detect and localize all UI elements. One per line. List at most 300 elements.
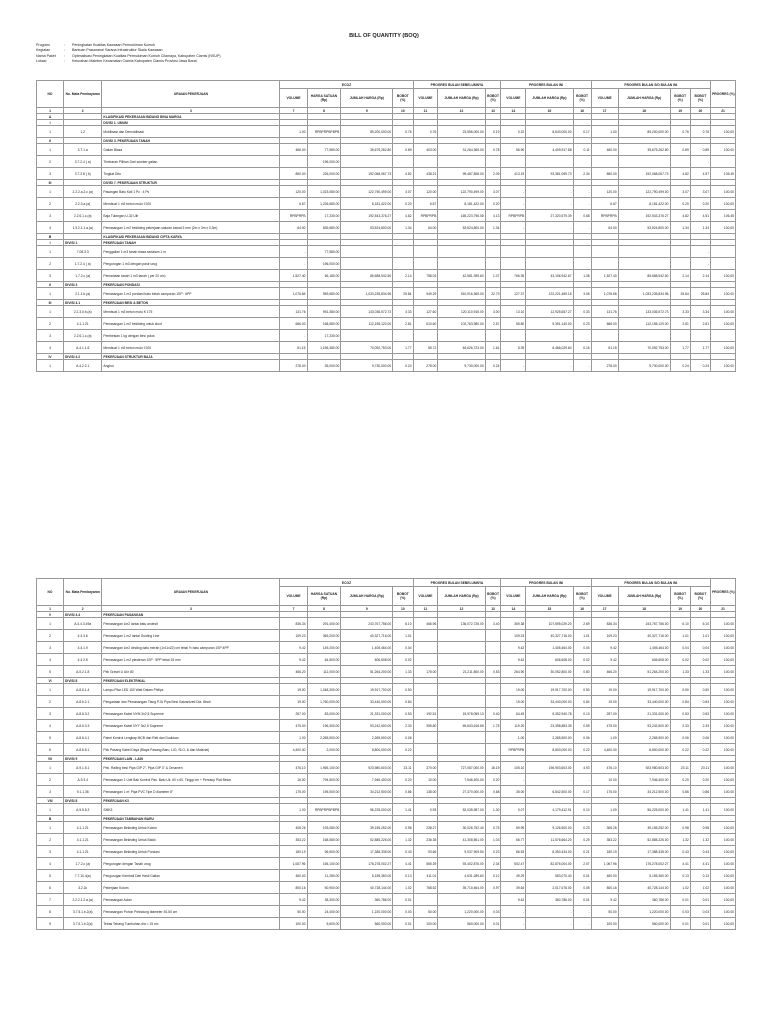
prev-amount: 99,487,808.00 [438, 168, 485, 180]
table-row [37, 894, 736, 906]
cum-amount: 93,242,500.00 [618, 720, 670, 732]
ecoz-amount: 70,092,753.00 [341, 342, 393, 354]
item-description: Pengurugan dengan Tanah urug [102, 858, 280, 870]
col-number: 15 [526, 108, 573, 114]
now-amount: 606,608.00 [526, 654, 573, 666]
item-code: 1.2 [64, 126, 102, 138]
table-row [37, 246, 736, 258]
now-weight: 2.07 [573, 858, 591, 870]
prev-weight: 1.61 [485, 342, 501, 354]
cum-weight-total: 6.10 [690, 618, 710, 630]
ecoz-unit-price: 64,500.00 [307, 654, 341, 666]
cum-volume: 180.19 [591, 846, 618, 858]
table-row [37, 288, 736, 300]
ecoz-weight: 2.14 [393, 270, 413, 282]
col-bobot: BOBOT (%) [393, 587, 413, 606]
prev-volume [413, 744, 438, 756]
cum-volume: 460.00 [591, 870, 618, 882]
cum-volume: 460.00 [591, 144, 618, 156]
progress-percent: 100.00 [711, 732, 736, 744]
now-weight: 0.84 [573, 696, 591, 708]
cum-amount: 133,036,572.73 [618, 306, 670, 318]
cum-volume [591, 156, 618, 168]
now-volume: 369.38 [501, 618, 526, 630]
progress-percent [711, 258, 736, 270]
col-jumlah-harga: JUMLAH HARGA (Rp) [618, 89, 670, 108]
progress-percent: 100.00 [711, 804, 736, 816]
item-description: Pemasangan Pohon Pelindung diameter 30-50 cm [102, 906, 280, 918]
item-code: 4.1.1.21 [64, 822, 102, 834]
item-description: Pembesian 1 kg dengan besi polos [102, 330, 280, 342]
ecoz-volume: 19.00 [280, 684, 307, 696]
cum-volume: 64.00 [591, 222, 618, 234]
table-row [37, 186, 736, 198]
item-no: 2 [37, 630, 64, 642]
cum-amount: 112,155,120.00 [618, 318, 670, 330]
item-code: A.8.6.2.1 [64, 696, 102, 708]
cum-volume: 666.00 [591, 318, 618, 330]
table-row [37, 360, 736, 372]
prev-amount: 102,763,980.00 [438, 318, 485, 330]
item-no: 3 [37, 708, 64, 720]
cum-weight: 2.81 [670, 318, 690, 330]
now-amount: 30,052,800.00 [526, 666, 573, 678]
ecoz-amount: 606,608.00 [341, 654, 393, 666]
prev-volume: 10.00 [413, 774, 438, 786]
item-code: 2.2.3.a.(a) [64, 198, 102, 210]
cum-volume: 10.00 [591, 774, 618, 786]
progress-percent: 100.00 [711, 306, 736, 318]
prev-weight: 0.40 [485, 708, 501, 720]
table-row [37, 906, 736, 918]
table-row [37, 258, 736, 270]
prev-weight [485, 732, 501, 744]
cum-amount: 56,225,000.00 [618, 804, 670, 816]
cum-amount: 35,675,262.80 [618, 144, 670, 156]
section-title: KLASIFIKASI PEKERJAAN BIDANG BINA MARGA [102, 114, 280, 120]
col-number: 7 [280, 108, 307, 114]
col-no: NO [37, 81, 64, 108]
now-volume [501, 330, 526, 342]
table-row [37, 306, 736, 318]
item-code: 4.4.3.6 [64, 630, 102, 642]
now-volume: - [501, 186, 526, 198]
table-row [37, 846, 736, 858]
prev-volume: 236.35 [413, 834, 438, 846]
cum-volume: 50.00 [591, 906, 618, 918]
now-volume: 39.64 [501, 882, 526, 894]
ecoz-weight: 0.43 [393, 846, 413, 858]
now-volume: 413.19 [501, 168, 526, 180]
now-amount: 196,903,603.00 [526, 762, 573, 774]
cum-weight: 1.77 [670, 342, 690, 354]
ecoz-weight: 1.02 [393, 882, 413, 894]
table-row [37, 198, 736, 210]
cum-weight-total: - [690, 246, 710, 258]
prev-amount: 727,087,000.00 [438, 762, 485, 774]
item-code: A.9.5.5.3 [64, 804, 102, 816]
cum-amount: 17,388,335.00 [618, 846, 670, 858]
item-code: 2.2.2.1.2.a.(a) [64, 894, 102, 906]
section-title: PEKERJAAN BESI & BETON [102, 300, 280, 306]
cum-weight: 1.41 [670, 804, 690, 816]
col-number: 9 [341, 606, 393, 612]
now-amount: 23,398,883.35 [526, 720, 573, 732]
cum-weight: 3.33 [670, 306, 690, 318]
cum-weight-total: 0.20 [690, 774, 710, 786]
ecoz-weight: 0.02 [393, 654, 413, 666]
item-description: Pemasangan Kabel NYM 3x2,5 Supreme [102, 708, 280, 720]
cum-weight-total: 0.86 [690, 786, 710, 798]
now-weight: - [573, 774, 591, 786]
ecoz-amount: 53,524,800.00 [341, 222, 393, 234]
prev-weight: 1.75 [485, 720, 501, 732]
cum-volume: 308.26 [591, 822, 618, 834]
now-amount: - [526, 186, 573, 198]
cum-volume: 1.00 [591, 804, 618, 816]
prev-amount: 122,790,499.00 [438, 186, 485, 198]
item-description: Pemasangan 1 m2 lantai Guiding Line [102, 630, 280, 642]
ecoz-weight: 1.77 [393, 342, 413, 354]
prev-weight: 0.68 [485, 786, 501, 798]
progress-percent: 100.00 [711, 198, 736, 210]
section-no: VI [37, 678, 64, 684]
ecoz-unit-price: 24,400.00 [307, 906, 341, 918]
col-number: 12 [438, 108, 485, 114]
section-no: III [37, 180, 64, 186]
now-amount [526, 330, 573, 342]
ecoz-amount [341, 258, 393, 270]
col-bobot-total: BOBOT (%) [690, 587, 710, 606]
item-no: 4 [37, 222, 64, 234]
item-description: Timbunan Pilihan Dari sumber galian [102, 156, 280, 168]
col-volume: VOLUME [501, 89, 526, 108]
ecoz-weight: 0.22 [393, 744, 413, 756]
cum-weight-total: 3.07 [690, 186, 710, 198]
col-uraian: URAIAN PEKERJAAN [102, 579, 280, 606]
cum-amount: 122,790,499.00 [618, 186, 670, 198]
cum-volume: 1,076.66 [591, 288, 618, 300]
item-no: 5 [37, 732, 64, 744]
ecoz-unit-price: 96,500.00 [307, 846, 341, 858]
now-volume: 86.53 [501, 846, 526, 858]
prev-weight: 4.13 [485, 210, 501, 222]
ecoz-volume: 9.42 [280, 894, 307, 906]
now-weight: - [573, 906, 591, 918]
cum-weight-total: 0.01 [690, 894, 710, 906]
item-code: A.8.6.4.1 [64, 732, 102, 744]
cum-weight: 0.50 [670, 684, 690, 696]
boq-page-2 [0, 570, 768, 1024]
col-progress-cum: PROGRES BULAN S/D BULAN INI [591, 579, 710, 587]
item-no: 1 [37, 144, 64, 156]
now-weight: 0.22 [573, 744, 591, 756]
cum-amount: 2,265,500.00 [618, 732, 670, 744]
cum-weight: 0.43 [670, 846, 690, 858]
col-bobot: BOBOT (%) [670, 89, 690, 108]
prev-amount: 53,524,800.00 [438, 222, 485, 234]
prev-amount: 165,223,796.08 [438, 210, 485, 222]
section-title: KLASIFIKASI PEKERJAAN BIDANG CIPTA KARYA [102, 234, 280, 240]
section-division: DIVISI 3 [64, 282, 102, 288]
now-volume: 19.00 [501, 696, 526, 708]
col-number: 18 [618, 606, 670, 612]
cum-volume: 836.34 [591, 618, 618, 630]
col-number: 14 [501, 108, 526, 114]
now-volume: 502.47 [501, 858, 526, 870]
cum-weight-total: 1.32 [690, 834, 710, 846]
col-jumlah-harga: JUMLAH HARGA (Rp) [526, 89, 573, 108]
cum-weight-total: 0.01 [690, 918, 710, 930]
ecoz-unit-price: 83,000.00 [307, 708, 341, 720]
meta-key: Program [36, 43, 50, 47]
item-code: 4.1.1.21 [64, 834, 102, 846]
cum-weight: 23.11 [670, 762, 690, 774]
ecoz-volume: 1.00 [280, 126, 307, 138]
item-description: Pemasangan 1 Unit Bak Kontrol Pas. Batu Uk. 60 x 60, Tinggi cm + Penutup Plat Beton [102, 774, 280, 786]
item-description: Pemasangan 1m2 dinding batu merah (1x11x22) cm tebal ½ batu campuran 1SP:4PP [102, 642, 280, 654]
meta-value: Kelurahan Maleber Kecamatan Ciamis Kabupaten Ciamis Provinsi Jawa Barat [72, 59, 197, 64]
ecoz-volume: 19.00 [280, 696, 307, 708]
cum-volume: 476.10 [591, 762, 618, 774]
section-title: DIVISI 3. PEKERJAAN TANAH [102, 138, 280, 144]
prev-volume: 50.00 [413, 906, 438, 918]
item-code: 3.2.2c [64, 882, 102, 894]
now-weight [573, 156, 591, 168]
prev-amount: 9,730,000.00 [438, 360, 485, 372]
prev-amount: 21,211,800.00 [438, 666, 485, 678]
prev-volume: 120.00 [413, 186, 438, 198]
ecoz-unit-price: 193,080.00 [307, 822, 341, 834]
cum-amount: 34,212,500.00 [618, 786, 670, 798]
col-number: 11 [413, 606, 438, 612]
cum-amount: 33,440,000.00 [618, 696, 670, 708]
prev-volume: 370.00 [413, 762, 438, 774]
ecoz-amount [341, 246, 393, 258]
section-division: DIVISI 1 [64, 240, 102, 246]
ecoz-unit-price: RPBPRPBPBPB [307, 804, 341, 816]
ecoz-amount: 133,036,572.73 [341, 306, 393, 318]
item-code: A.8.6.3.2 [64, 708, 102, 720]
section-title: DIVISI 1. UMUM [102, 120, 280, 126]
ecoz-amount: 33,440,000.00 [341, 696, 393, 708]
ecoz-amount: 8,800,000.00 [341, 744, 393, 756]
prev-volume [413, 156, 438, 168]
item-description: Pek Pasang Kabel Daya (Biaya Pasang Baru, LIO, SLO, & dan Material) [102, 744, 280, 756]
progress-percent: 100.00 [711, 918, 736, 930]
ecoz-unit-price: 1,156,380.00 [307, 342, 341, 354]
now-volume: 127.37 [501, 288, 526, 300]
prev-amount [438, 654, 485, 666]
ecoz-unit-price: 77,580.00 [307, 144, 341, 156]
col-number: 1 [37, 606, 64, 612]
now-weight: 0.80 [573, 666, 591, 678]
item-no: 9 [37, 918, 64, 930]
ecoz-weight: 1.32 [393, 834, 413, 846]
prev-amount: 31,264,365.00 [438, 144, 485, 156]
now-volume: RPBPRPB [501, 744, 526, 756]
ecoz-volume: 50.00 [280, 906, 307, 918]
ecoz-weight: 0.13 [393, 870, 413, 882]
item-no: 4 [37, 720, 64, 732]
cum-volume: 475.00 [591, 720, 618, 732]
now-volume: 9.42 [501, 642, 526, 654]
cum-amount [618, 330, 670, 342]
cum-weight: 3.07 [670, 186, 690, 198]
now-volume: 56.90 [501, 144, 526, 156]
ecoz-unit-price: 369,200.00 [307, 630, 341, 642]
cum-weight-total: 2.14 [690, 270, 710, 282]
col-bobot: BOBOT (%) [573, 587, 591, 606]
cum-weight: 1.01 [670, 630, 690, 642]
prev-amount: 23,556,000.00 [438, 126, 485, 138]
cum-weight: 0.02 [670, 654, 690, 666]
progress-percent: 100.00 [711, 822, 736, 834]
prev-amount: 910,916,365.00 [438, 288, 485, 300]
col-progres: PROGRES (%) [711, 579, 736, 606]
progress-percent: 100.00 [711, 642, 736, 654]
col-progress-now: PROGRES BULAN INI [501, 579, 591, 587]
cum-weight-total: 0.22 [690, 744, 710, 756]
item-code: 4.1.1.21 [64, 846, 102, 858]
col-number: 2 [64, 606, 102, 612]
prev-amount [438, 732, 485, 744]
cum-weight-total: 23.11 [690, 762, 710, 774]
now-weight: 0.05 [573, 882, 591, 894]
ecoz-volume: 175.00 [280, 786, 307, 798]
boq-table-2 [36, 578, 736, 930]
prev-volume [413, 258, 438, 270]
ecoz-weight: 0.20 [393, 774, 413, 786]
now-weight: 0.10 [573, 804, 591, 816]
section-title: PEKERJAAN STRUKTUR BAJA [102, 354, 280, 360]
ecoz-weight: 2.81 [393, 318, 413, 330]
cum-weight-total: 1.77 [690, 342, 710, 354]
prev-volume: 403.00 [413, 144, 438, 156]
cum-weight-total: 1.33 [690, 666, 710, 678]
col-progress-prev: PROGRES BULAN SEBELUMNYA [413, 81, 501, 89]
now-amount: 8,350,434.00 [526, 846, 573, 858]
cum-weight: 1.33 [670, 666, 690, 678]
now-volume: 49.29 [501, 870, 526, 882]
ecoz-unit-price: 165,100.00 [307, 858, 341, 870]
ecoz-weight: 0.98 [393, 822, 413, 834]
now-amount: 12,925,657.27 [526, 306, 573, 318]
cum-weight-total: 0.04 [690, 642, 710, 654]
table-row [37, 270, 736, 282]
progress-percent: 100.00 [711, 882, 736, 894]
cum-amount: 21,331,000.00 [618, 708, 670, 720]
section-no: A [37, 114, 64, 120]
now-weight: 0.01 [573, 870, 591, 882]
meta-value: Peningkatan Kualitas Kawasan Permukiman Kumuh [72, 43, 156, 47]
section-no: II [37, 138, 64, 144]
col-bobot: BOBOT (%) [670, 587, 690, 606]
progress-percent: 100.00 [711, 894, 736, 906]
prev-volume: 55.72 [413, 342, 438, 354]
prev-weight: 1.03 [485, 834, 501, 846]
now-volume [501, 156, 526, 168]
meta-colon: : [64, 48, 65, 53]
cum-weight-total: 0.98 [690, 822, 710, 834]
col-bobot: BOBOT (%) [573, 89, 591, 108]
item-code: A.9.1.5.1 [64, 762, 102, 774]
prev-volume [413, 642, 438, 654]
col-uraian: URAIAN PEKERJAAN [102, 81, 280, 108]
cum-weight: 0.20 [670, 198, 690, 210]
item-code: A.4.2.2.1 [64, 360, 102, 372]
item-code: 2.2.6.1.c.(a) [64, 210, 102, 222]
ecoz-amount: 19,917,700.00 [341, 684, 393, 696]
col-number: 1 [37, 108, 64, 114]
ecoz-weight: 4.82 [393, 210, 413, 222]
item-no: 3 [37, 330, 64, 342]
ecoz-weight: 0.76 [393, 126, 413, 138]
item-description: Pek Gravel U Ukr 80 [102, 666, 280, 678]
ecoz-volume: 1.00 [280, 732, 307, 744]
item-code: 1.7.2.c (a) [64, 858, 102, 870]
ecoz-volume: 475.00 [280, 720, 307, 732]
now-weight: 0.11 [573, 144, 591, 156]
progress-percent: 100.00 [711, 630, 736, 642]
item-code: 2.2.6.1.c.(a) [64, 330, 102, 342]
ecoz-unit-price: 959,680.00 [307, 288, 341, 300]
now-amount: 19,917,700.00 [526, 684, 573, 696]
col-volume: VOLUME [501, 587, 526, 606]
cum-weight: 2.14 [670, 270, 690, 282]
cum-weight: 25.84 [670, 288, 690, 300]
item-description: Pengurugan 1 m3 dengan pasir urug [102, 258, 280, 270]
item-no: 2 [37, 696, 64, 708]
cum-weight: 0.22 [670, 744, 690, 756]
ecoz-weight: 0.84 [393, 696, 413, 708]
progress-percent: 100.00 [711, 708, 736, 720]
progress-percent: 100.00 [711, 270, 736, 282]
item-code: 7.08.3.3 [64, 246, 102, 258]
ecoz-volume: 1,076.66 [280, 288, 307, 300]
ecoz-volume: RPBPRPB [280, 210, 307, 222]
cum-amount [618, 156, 670, 168]
item-no: 1 [37, 804, 64, 816]
now-volume: 19.00 [501, 684, 526, 696]
cum-weight: 1.32 [670, 834, 690, 846]
col-number: 21 [711, 108, 736, 114]
col-mata-pembayaran: No. Mata Pembayaran [64, 579, 102, 606]
col-ecoz: ECOZ [280, 579, 413, 587]
item-code: 2.2.2.a.2.c.(a) [64, 186, 102, 198]
table-row [37, 732, 736, 744]
col-progress-now: PROGRES BULAN INI [501, 81, 591, 89]
prev-amount: 15,978,059.13 [438, 708, 485, 720]
item-no: 2 [37, 774, 64, 786]
ecoz-amount: 52,885,226.00 [341, 834, 393, 846]
col-number: 20 [690, 108, 710, 114]
ecoz-volume: 100.00 [280, 918, 307, 930]
ecoz-amount: 51,264,200.00 [341, 666, 393, 678]
table-row [37, 708, 736, 720]
ecoz-amount: 192,068,067.73 [341, 168, 393, 180]
cum-volume: 850.00 [591, 168, 618, 180]
cum-volume: 120.00 [591, 186, 618, 198]
item-description: Pasangan Batu Kali 1 Pc : 4 Ps [102, 186, 280, 198]
ecoz-amount: 1,033,235,834.96 [341, 288, 393, 300]
section-division: DIVISI 4.2 [64, 354, 102, 360]
cum-amount: 9,730,000.00 [618, 360, 670, 372]
table-row [37, 210, 736, 222]
cum-weight: 0.06 [670, 732, 690, 744]
ecoz-unit-price: 35,000.00 [307, 360, 341, 372]
ecoz-weight [393, 258, 413, 270]
